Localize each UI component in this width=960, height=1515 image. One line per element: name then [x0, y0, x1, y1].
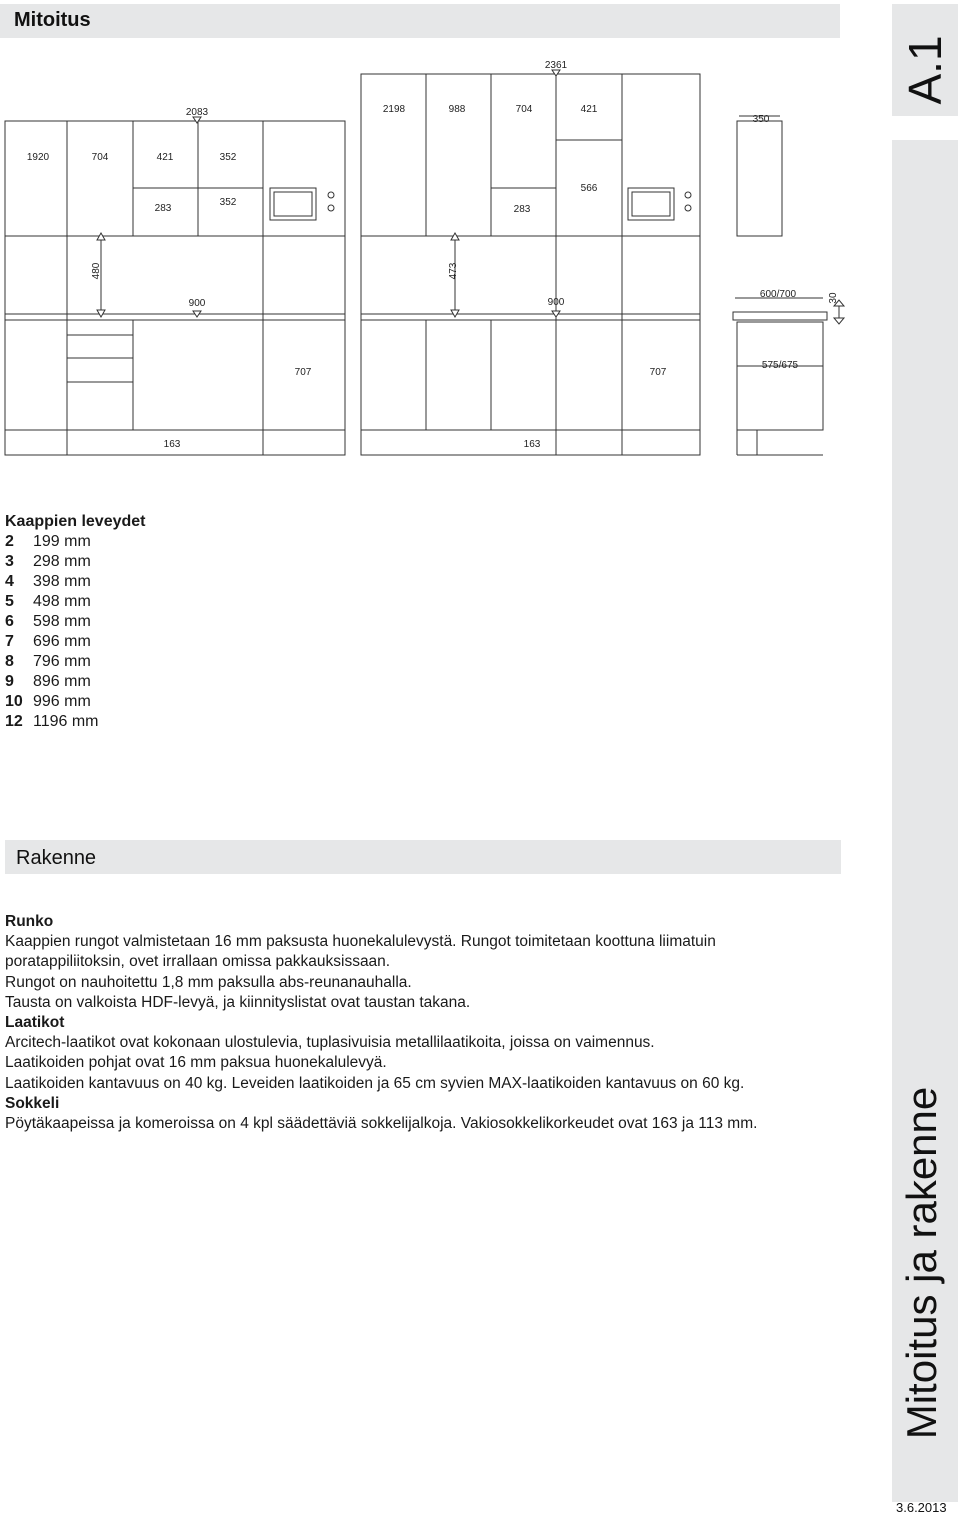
paragraph: Laatikoiden pohjat ovat 16 mm paksua huonekalulevyä.: [5, 1054, 387, 1072]
paragraph: Tausta on valkoista HDF-levyä, ja kiinnityslistat ovat taustan takana.: [5, 993, 471, 1011]
widths-heading: Kaappien leveydet: [5, 513, 146, 530]
left-unit-outline: [5, 121, 345, 455]
dim-label: 421: [156, 152, 174, 163]
dim-label: 163: [163, 439, 181, 450]
dim-label: 2198: [382, 104, 406, 115]
list-item: 4 398 mm: [5, 573, 91, 590]
list-item: 12 1196 mm: [5, 713, 99, 730]
oven-left: [270, 188, 316, 220]
dim-label: 707: [294, 367, 312, 378]
paragraph: Kaappien rungot valmistetaan 16 mm paksusta huonekalulevystä. Rungot toimitetaan koottuna liimatuin: [5, 933, 716, 951]
dim-label: 352: [219, 197, 237, 208]
dim-label: 350: [752, 114, 770, 125]
structure-text: [5, 912, 877, 1134]
list-item: 9 896 mm: [5, 673, 91, 690]
middle-unit-outline: [361, 74, 700, 455]
paragraph: Arcitech-laatikot ovat kokonaan ulostulevia, tuplasivuisia metallilaatikoita, joissa on vaimennus.: [5, 1034, 655, 1052]
list-item: 8 796 mm: [5, 653, 91, 670]
dim-label: 900: [188, 298, 206, 309]
dim-label: 2083: [185, 107, 209, 118]
dim-label: 480: [91, 262, 102, 280]
oven-right: [628, 188, 674, 220]
dim-label: 473: [448, 262, 459, 280]
dim-label: 163: [523, 439, 541, 450]
dim-label: 988: [448, 104, 466, 115]
laatikot-heading: Laatikot: [5, 1014, 65, 1032]
section-title-vertical: Mitoitus ja rakenne: [898, 1086, 945, 1440]
dim-label: 30: [828, 292, 839, 304]
dim-label: 704: [515, 104, 533, 115]
dim-label: 2361: [544, 60, 568, 71]
base-cabinet-profile: [737, 322, 823, 430]
section-code: A.1: [899, 35, 951, 105]
sokkeli-heading: Sokkeli: [5, 1094, 60, 1112]
dim-label: 704: [91, 152, 109, 163]
list-item: 2 199 mm: [5, 533, 91, 550]
runko-heading: Runko: [5, 913, 54, 930]
document-date: 3.6.2013: [896, 1500, 947, 1515]
upper-cabinet-profile: [737, 121, 782, 236]
paragraph: Pöytäkaapeissa ja komeroissa on 4 kpl säädettäviä sokkelijalkoja. Vakiosokkelikorkeudet ovat 163 ja 113 mm.: [5, 1115, 758, 1133]
dim-label: 421: [580, 104, 598, 115]
list-item: 5 498 mm: [5, 593, 91, 610]
dim-label: 1920: [26, 152, 50, 163]
dim-label: 900: [547, 297, 565, 308]
dim-label: 283: [513, 204, 531, 215]
dim-label: 600/700: [759, 289, 797, 300]
list-item: 7 696 mm: [5, 633, 91, 650]
section-title: Rakenne: [16, 847, 97, 869]
section-header-bar: [5, 840, 841, 874]
kitchen-elevation-drawing: [0, 40, 860, 460]
cabinet-widths-list: [5, 512, 146, 732]
dim-label: 283: [154, 203, 172, 214]
paragraph: Rungot on nauhoitettu 1,8 mm paksulla abs-reunanauhalla.: [5, 973, 412, 991]
paragraph: Laatikoiden kantavuus on 40 kg. Leveiden laatikoiden ja 65 cm syvien MAX-laatikoiden kantavuus on 60 kg.: [5, 1074, 745, 1092]
dim-label: 575/675: [761, 360, 799, 371]
list-item: 6 598 mm: [5, 613, 91, 630]
page-title: Mitoitus: [14, 9, 91, 31]
dim-label: 707: [649, 367, 667, 378]
paragraph: poratappiliitoksin, ovet irrallaan omissa pakkauksissaan.: [5, 953, 391, 971]
countertop-profile: [733, 312, 827, 320]
list-item: 10 996 mm: [5, 693, 91, 710]
list-item: 3 298 mm: [5, 553, 91, 570]
dim-label: 352: [219, 152, 237, 163]
dim-label: 566: [580, 183, 598, 194]
header-bar: [0, 4, 840, 38]
